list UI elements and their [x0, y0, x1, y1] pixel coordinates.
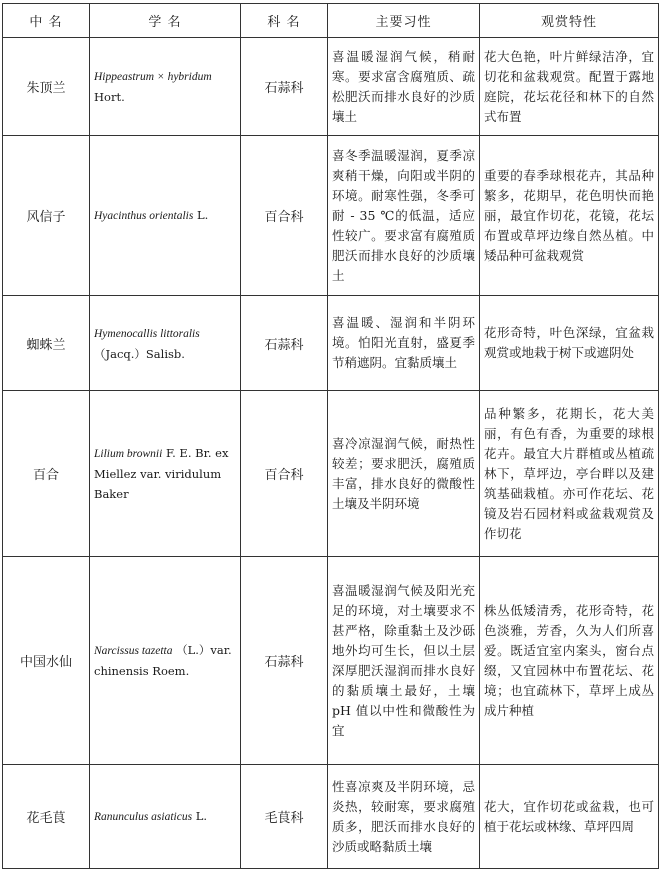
- table-row: [3, 38, 659, 136]
- sci-name-cell: [90, 296, 241, 391]
- plant-table: [2, 3, 659, 869]
- table-row: [3, 136, 659, 296]
- cn-name-cell: 百合: [3, 391, 90, 557]
- habits-cell: 喜温暖、湿润和半阴环境。怕阳光直射，盛夏季节稍遮阴。宜黏质壤土: [328, 296, 480, 391]
- sci-name-author: F. E. Br. ex Miellez var. viridulum Baker: [94, 446, 229, 501]
- cn-name-cell: 中国水仙: [3, 557, 90, 765]
- habits-cell: 喜温暖湿润气候及阳光充足的环境，对土壤要求不甚严格，除重黏土及沙砾地外均可生长，但以土层深厚肥沃湿润而排水良好的黏质壤土最好，土壤 pH 值以中性和微酸性为宜: [328, 557, 480, 765]
- header-habits: 主要习性: [328, 4, 480, 38]
- habits-cell: 喜冬季温暖湿润，夏季凉爽稍干燥，向阳或半阴的环境。耐寒性强，冬季可耐 - 35 ℃的低温，适应性较广。要求富有腐殖质肥沃而排水良好的沙质壤土: [328, 136, 480, 296]
- cn-name-cell: 朱顶兰: [3, 38, 90, 136]
- family-cell: 石蒜科: [241, 296, 328, 391]
- ornamental-cell: 株丛低矮清秀，花形奇特，花色淡雅，芳香，久为人们所喜爱。既适宜室内案头，窗台点缀，又宜园林中布置花坛、花境；也宜疏林下，草坪上成丛成片种植: [480, 557, 659, 765]
- family-cell: 石蒜科: [241, 38, 328, 136]
- sci-name-italic: Hymenocallis littoralis: [94, 327, 200, 340]
- family-cell: 毛茛科: [241, 765, 328, 869]
- table-row: [3, 296, 659, 391]
- sci-name-author: Hort.: [94, 90, 125, 104]
- cn-name-cell: 花毛茛: [3, 765, 90, 869]
- cn-name-cell: 风信子: [3, 136, 90, 296]
- sci-name-author: （Jacq.）Salisb.: [94, 346, 185, 361]
- cn-name-cell: 蜘蛛兰: [3, 296, 90, 391]
- header-sci-name: 学 名: [90, 4, 241, 38]
- ornamental-cell: 花大色艳，叶片鲜绿洁净，宜切花和盆栽观赏。配置于露地庭院，花坛花径和林下的自然式布置: [480, 38, 659, 136]
- sci-name-cell: [90, 557, 241, 765]
- header-ornamental: 观赏特性: [480, 4, 659, 38]
- ornamental-cell: 重要的春季球根花卉，其品种繁多，花期早，花色明快而艳丽，最宜作切花，花镜，花坛布置或草坪边缘自然丛植。中矮品种可盆栽观赏: [480, 136, 659, 296]
- table-row: [3, 557, 659, 765]
- family-cell: 石蒜科: [241, 557, 328, 765]
- sci-name-cell: [90, 391, 241, 557]
- table-row: [3, 391, 659, 557]
- habits-cell: 喜冷凉湿润气候，耐热性较差；要求肥沃，腐殖质丰富，排水良好的微酸性土壤及半阴环境: [328, 391, 480, 557]
- sci-name-italic: Narcissus tazetta: [94, 645, 173, 657]
- sci-name-cell: [90, 136, 241, 296]
- table-row: [3, 765, 659, 869]
- sci-name-cell: [90, 765, 241, 869]
- ornamental-cell: 品种繁多，花期长，花大美丽，有色有香，为重要的球根花卉。最宜大片群植或丛植疏林下，草坪边，亭台畔以及建筑基础栽植。亦可作花坛、花镜及岩石园材料或盆栽观赏及作切花: [480, 391, 659, 557]
- sci-name-italic: Ranunculus asiaticus: [94, 811, 193, 823]
- family-cell: 百合科: [241, 136, 328, 296]
- ornamental-cell: 花大，宜作切花或盆栽，也可植于花坛或林缘、草坪四周: [480, 765, 659, 869]
- sci-name-author: L.: [195, 809, 208, 823]
- sci-name-author: （L.）var. chinensis Roem.: [94, 643, 232, 678]
- sci-name-cell: [90, 38, 241, 136]
- habits-cell: 喜温暖湿润气候，稍耐寒。要求富含腐殖质、疏松肥沃而排水良好的沙质壤土: [328, 38, 480, 136]
- table-header-row: [3, 4, 659, 38]
- sci-name-author: L.: [197, 208, 209, 222]
- header-cn-name: 中 名: [3, 4, 90, 38]
- sci-name-italic: Hippeastrum × hybridum: [94, 71, 212, 83]
- sci-name-italic: Lilium brownii: [94, 448, 163, 460]
- habits-cell: 性喜凉爽及半阴环境，忌炎热，较耐寒，要求腐殖质多，肥沃而排水良好的沙质或略黏质土壤: [328, 765, 480, 869]
- ornamental-cell: 花形奇特，叶色深绿，宜盆栽观赏或地栽于树下或遮阴处: [480, 296, 659, 391]
- sci-name-italic: Hyacinthus orientalis: [94, 210, 194, 222]
- header-family: 科 名: [241, 4, 328, 38]
- family-cell: 百合科: [241, 391, 328, 557]
